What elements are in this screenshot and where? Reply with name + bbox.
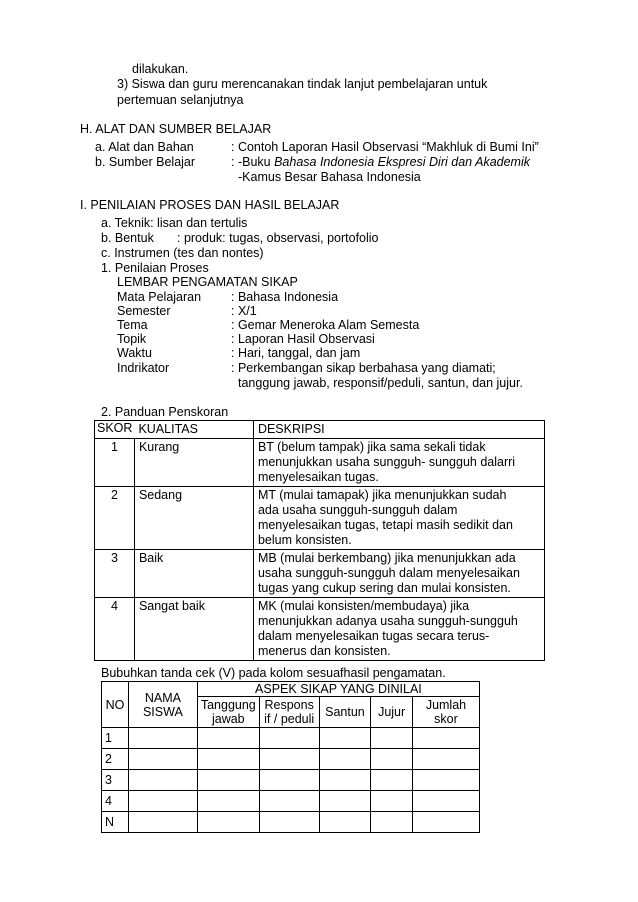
row-number: 2 xyxy=(102,749,129,770)
deskripsi-cell xyxy=(253,439,544,487)
cell-jujur[interactable] xyxy=(371,728,413,749)
section-h-b-value xyxy=(231,155,530,170)
info-label: Mata Pelajaran xyxy=(117,290,202,304)
section-i-b-value: : produk: tugas, observasi, portofolio xyxy=(177,231,379,245)
intro-line-2: 3) Siswa dan guru merencanakan tindak lanjut pembelajaran untuk xyxy=(117,77,488,91)
deskripsi-line: MT (mulai tamapak) jika menunjukkan sudah xyxy=(257,488,507,502)
row-number: 4 xyxy=(102,791,129,812)
header-jumlah-line: Jumlah xyxy=(425,698,467,712)
cell-tanggung-jawab[interactable] xyxy=(197,749,259,770)
observation-header-row xyxy=(102,682,480,697)
deskripsi-line: BT (belum tampak) jika sama sekali tidak xyxy=(257,440,486,454)
deskripsi-line: usaha sungguh-sungguh dalam menyelesaikan xyxy=(257,566,520,580)
header-no: NO xyxy=(102,682,129,728)
header-skor-line: skor xyxy=(434,712,458,726)
table-row xyxy=(102,791,480,812)
section-h-heading: H. ALAT DAN SUMBER BELAJAR xyxy=(80,122,272,136)
deskripsi-line: menunjukkan adanya usaha sungguh-sungguh xyxy=(257,614,518,628)
info-value: : Hari, tanggal, dan jam xyxy=(231,346,361,360)
cell-responsif[interactable] xyxy=(259,791,319,812)
cell-nama[interactable] xyxy=(128,728,197,749)
observation-instruction: Bubuhkan tanda cek (V) pada kolom sesuafhasil pengamatan. xyxy=(101,666,446,680)
skor-cell: 3 xyxy=(95,550,135,598)
deskripsi-line: menerus dan konsisten. xyxy=(257,644,391,658)
deskripsi-cell xyxy=(253,550,544,598)
cell-jumlah[interactable] xyxy=(412,728,479,749)
cell-jujur[interactable] xyxy=(371,812,413,833)
info-label: Topik xyxy=(117,332,147,346)
cell-responsif[interactable] xyxy=(259,812,319,833)
skor-cell: 4 xyxy=(95,598,135,661)
kualitas-cell: Kurang xyxy=(134,439,253,487)
section-h-a-value: : Contoh Laporan Hasil Observasi “Makhluk di Bumi Ini” xyxy=(231,140,539,154)
header-skor: SKOR xyxy=(95,421,135,439)
observation-table xyxy=(101,681,480,833)
intro-line-3: pertemuan selanjutnya xyxy=(117,93,244,107)
cell-nama[interactable] xyxy=(128,812,197,833)
table-row xyxy=(102,812,480,833)
info-label: Waktu xyxy=(117,346,152,360)
table-header-row xyxy=(95,421,545,439)
deskripsi-cell xyxy=(253,487,544,550)
header-aspek: ASPEK SIKAP YANG DINILAI xyxy=(197,682,479,697)
row-number: 3 xyxy=(102,770,129,791)
row-number: 1 xyxy=(102,728,129,749)
b-prefix: : -Buku xyxy=(231,155,275,169)
deskripsi-line: menyelesaikan tugas, tetapi masih sedikit dan xyxy=(257,518,513,532)
cell-tanggung-jawab[interactable] xyxy=(197,770,259,791)
header-deskripsi: DESKRIPSI xyxy=(253,421,544,439)
header-jumlah-skor xyxy=(412,697,479,728)
section-i-b-label: b. Bentuk xyxy=(101,231,154,245)
deskripsi-line: tugas yang cukup sering dan mulai konsisten. xyxy=(257,581,511,595)
cell-nama[interactable] xyxy=(128,770,197,791)
kualitas-cell: Baik xyxy=(134,550,253,598)
cell-jujur[interactable] xyxy=(371,770,413,791)
deskripsi-line: belum konsisten. xyxy=(257,533,352,547)
info-value: : Bahasa Indonesia xyxy=(231,290,339,304)
info-value: : Perkembangan sikap berbahasa yang diamati; xyxy=(231,361,496,375)
info-value: : Gemar Meneroka Alam Semesta xyxy=(231,318,420,332)
cell-santun[interactable] xyxy=(319,770,371,791)
table-row xyxy=(95,439,545,487)
header-peduli-line: if / peduli xyxy=(264,712,315,726)
cell-jumlah[interactable] xyxy=(412,791,479,812)
section-i-c: c. Instrumen (tes dan nontes) xyxy=(101,246,264,260)
info-label: Semester xyxy=(117,304,171,318)
header-respons-line: Respons xyxy=(264,698,314,712)
info-label: Tema xyxy=(117,318,148,332)
cell-jumlah[interactable] xyxy=(412,812,479,833)
cell-responsif[interactable] xyxy=(259,749,319,770)
deskripsi-cell xyxy=(253,598,544,661)
deskripsi-line: MK (mulai konsisten/membudaya) jika xyxy=(257,599,470,613)
header-nama-line: NAMA xyxy=(144,690,181,705)
info-value: : Laporan Hasil Observasi xyxy=(231,332,375,346)
deskripsi-line: menunjukkan usaha sungguh- sungguh dalarri xyxy=(257,455,516,469)
cell-jujur[interactable] xyxy=(371,749,413,770)
section-h-b-value2: -Kamus Besar Bahasa Indonesia xyxy=(238,170,421,184)
kualitas-cell: Sangat baik xyxy=(134,598,253,661)
scoring-rubric-table xyxy=(94,420,545,661)
section-i-a: a. Teknik: lisan dan tertulis xyxy=(101,216,248,230)
section-i-heading: I. PENILAIAN PROSES DAN HASIL BELAJAR xyxy=(80,198,340,212)
section-i-p2: 2. Panduan Penskoran xyxy=(101,405,229,419)
kualitas-cell: Sedang xyxy=(134,487,253,550)
info-continuation: tanggung jawab, responsif/peduli, santun, dan jujur. xyxy=(238,376,523,390)
header-siswa-line: SISWA xyxy=(142,704,183,719)
cell-tanggung-jawab[interactable] xyxy=(197,812,259,833)
header-nama-siswa xyxy=(128,682,197,728)
cell-jumlah[interactable] xyxy=(412,770,479,791)
table-row xyxy=(102,770,480,791)
cell-jujur[interactable] xyxy=(371,791,413,812)
sheet-title: LEMBAR PENGAMATAN SIKAP xyxy=(117,275,298,289)
header-responsif xyxy=(259,697,319,728)
skor-cell: 1 xyxy=(95,439,135,487)
cell-jumlah[interactable] xyxy=(412,749,479,770)
table-row xyxy=(102,728,480,749)
cell-nama[interactable] xyxy=(128,749,197,770)
cell-responsif[interactable] xyxy=(259,770,319,791)
table-row xyxy=(102,749,480,770)
section-h-a-label: a. Alat dan Bahan xyxy=(95,140,194,154)
header-jujur: Jujur xyxy=(371,697,413,728)
intro-line-1: dilakukan. xyxy=(132,62,189,76)
section-i-p1: 1. Penilaian Proses xyxy=(101,261,209,275)
b-book-title: Bahasa Indonesia Ekspresi Diri dan Akademik xyxy=(274,155,530,169)
cell-santun[interactable] xyxy=(319,728,371,749)
deskripsi-line: menyelesaikan tugas. xyxy=(257,470,379,484)
cell-tanggung-jawab[interactable] xyxy=(197,728,259,749)
info-value: : X/1 xyxy=(231,304,257,318)
cell-nama[interactable] xyxy=(128,791,197,812)
header-kualitas: KUALITAS xyxy=(134,421,253,439)
info-label: Indrikator xyxy=(117,361,170,375)
header-tanggung-line: Tanggung xyxy=(200,698,256,712)
deskripsi-line: MB (mulai berkembang) jika menunjukkan ada xyxy=(257,551,516,565)
cell-santun[interactable] xyxy=(319,791,371,812)
header-jawab-line: jawab xyxy=(211,712,245,726)
table-row xyxy=(95,598,545,661)
deskripsi-line: dalam menyelesaikan tugas secara terus- xyxy=(257,629,490,643)
section-h-b-label: b. Sumber Belajar xyxy=(95,155,196,169)
cell-santun[interactable] xyxy=(319,749,371,770)
header-santun: Santun xyxy=(319,697,371,728)
deskripsi-line: ada usaha sungguh-sungguh dalam xyxy=(257,503,458,517)
cell-santun[interactable] xyxy=(319,812,371,833)
header-tanggung-jawab xyxy=(197,697,259,728)
row-number: N xyxy=(102,812,129,833)
table-row xyxy=(95,487,545,550)
cell-responsif[interactable] xyxy=(259,728,319,749)
cell-tanggung-jawab[interactable] xyxy=(197,791,259,812)
table-row xyxy=(95,550,545,598)
skor-cell: 2 xyxy=(95,487,135,550)
